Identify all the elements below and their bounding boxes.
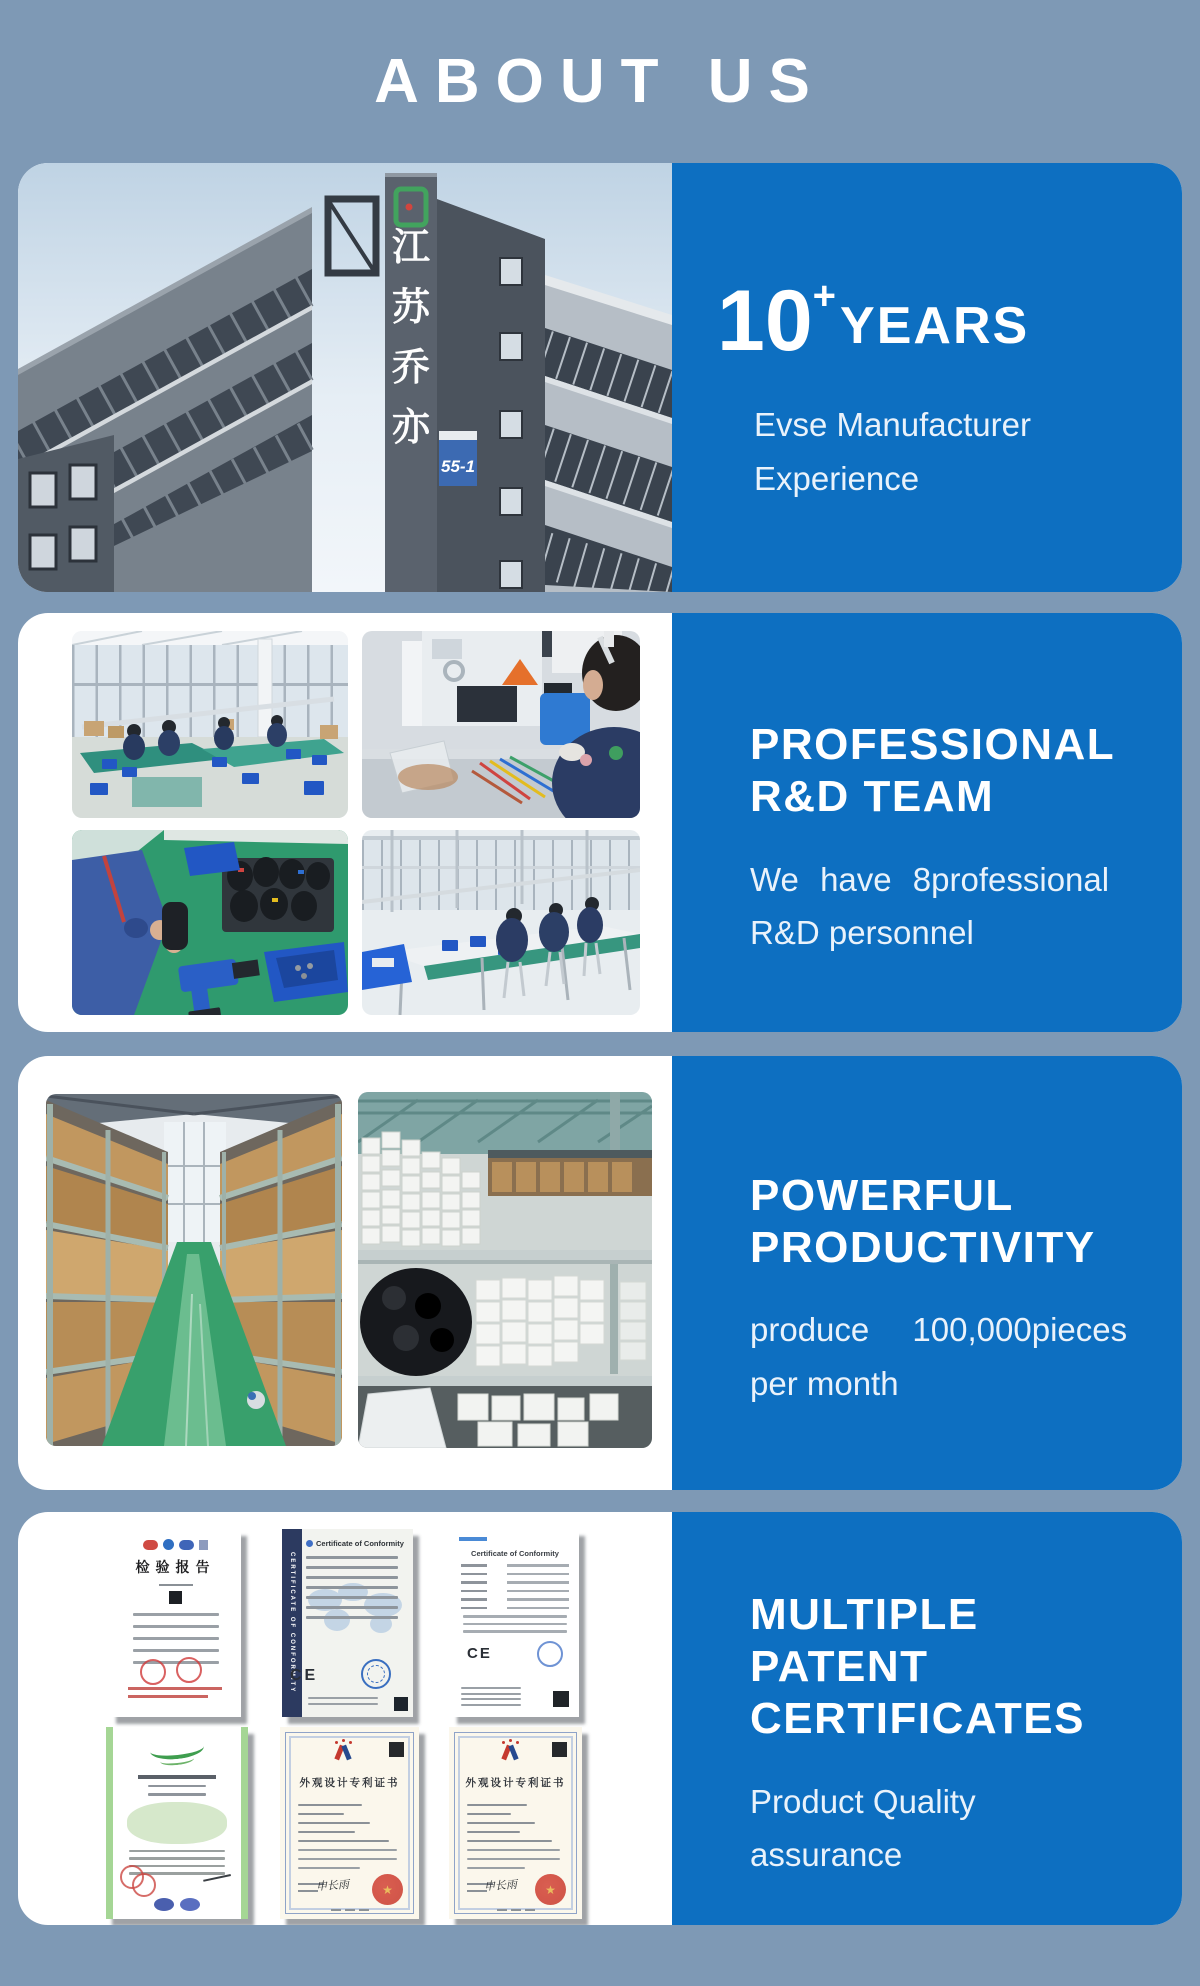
warehouse-shelves-photo xyxy=(358,1092,652,1448)
certificate-form xyxy=(451,1564,579,1609)
certificate-inspection-report xyxy=(110,1529,241,1717)
patent-title: 外观设计专利证书 xyxy=(465,1777,566,1789)
red-stamp-text-2 xyxy=(128,1695,208,1698)
years-unit: YEARS xyxy=(840,297,1030,356)
certifier-logo xyxy=(306,1540,313,1547)
warehouse-aisle-photo xyxy=(46,1094,342,1446)
cnipa-emblem xyxy=(333,1743,355,1761)
building-illustration xyxy=(18,163,672,592)
certificate-side-band xyxy=(282,1529,302,1717)
patent-title: 外观设计专利证书 xyxy=(299,1777,400,1789)
certificate-of-conformity-white xyxy=(451,1529,579,1717)
round-blue-seal xyxy=(361,1659,391,1689)
page-header xyxy=(0,0,1200,163)
ce-mark: CE xyxy=(467,1645,492,1662)
footer-lines xyxy=(308,1693,378,1709)
certification-logos xyxy=(110,1539,241,1550)
rd-heading-line2: R&D TEAM xyxy=(750,772,995,822)
conformity-title: Certificate of Conformity xyxy=(316,1539,404,1548)
company-building-photo xyxy=(18,163,672,592)
years-plus: + xyxy=(812,274,837,319)
bottom-ornament xyxy=(449,1909,582,1911)
building-number-sign: 55-1 xyxy=(440,457,476,476)
productivity-body-line1: produce 100,000pieces xyxy=(750,1311,1128,1349)
years-body-line2: Experience xyxy=(754,459,920,497)
round-blue-logo xyxy=(537,1641,563,1667)
cert-mark xyxy=(199,1540,208,1550)
patent-footer-line-2 xyxy=(298,1890,318,1893)
red-seal-2 xyxy=(132,1873,156,1897)
section-years-card xyxy=(18,163,1182,592)
red-official-seal: ★ xyxy=(535,1874,566,1905)
red-seals xyxy=(134,1657,224,1687)
address-lines xyxy=(461,1684,521,1710)
section-certificates-card xyxy=(18,1512,1182,1925)
rd-body-line2: R&D personnel xyxy=(750,914,974,952)
issuer-header xyxy=(459,1537,487,1541)
tower-char-3: 乔 xyxy=(391,347,431,389)
years-number: 10 xyxy=(717,273,813,370)
qr-code xyxy=(169,1591,182,1604)
iaf-logo xyxy=(154,1898,174,1911)
globe-logo xyxy=(163,1539,174,1550)
rd-panel xyxy=(672,613,1182,1032)
workshop-photo-3 xyxy=(72,830,348,1015)
years-stat xyxy=(717,273,1182,370)
ce-mark: CE xyxy=(290,1667,319,1684)
conformity-title: Certificate of Conformity xyxy=(471,1549,559,1558)
rd-heading-line1: PROFESSIONAL xyxy=(750,720,1116,770)
workshop-photo-1 xyxy=(72,631,348,818)
commissioner-signature: 申长雨 xyxy=(315,1877,350,1894)
productivity-body-line2: per month xyxy=(750,1364,899,1402)
tower-char-4: 亦 xyxy=(391,407,431,449)
certificates-heading-line1: MULTIPLE PATENT xyxy=(750,1590,979,1692)
qr-code xyxy=(552,1742,567,1757)
cnas-logo xyxy=(180,1898,200,1911)
red-stamp-text xyxy=(128,1687,222,1690)
certificates-body-line1: Product Quality xyxy=(750,1782,976,1820)
certificate-quality-management xyxy=(106,1727,248,1919)
tower-char-1: 江 xyxy=(391,227,431,269)
qms-subtitle-lines xyxy=(106,1785,248,1796)
certificate-of-conformity-blue xyxy=(282,1529,413,1717)
productivity-panel xyxy=(672,1056,1182,1490)
cnas-logo xyxy=(179,1540,194,1550)
productivity-heading-line1: POWERFUL xyxy=(750,1170,1014,1220)
section-rd-card xyxy=(18,613,1182,1032)
certificates-heading-line2: CERTIFICATES xyxy=(750,1694,1085,1743)
certificates-panel xyxy=(672,1512,1182,1925)
commissioner-signature: 申长雨 xyxy=(483,1877,518,1894)
certificates-body-line2: assurance xyxy=(750,1836,903,1874)
certificate-design-patent-2 xyxy=(449,1727,582,1919)
patent-text-lines xyxy=(298,1797,401,1876)
green-world-map xyxy=(127,1802,227,1844)
certificate-text-lines xyxy=(306,1556,408,1619)
page-title: ABOUT US xyxy=(374,47,826,116)
qms-title-line xyxy=(138,1775,216,1779)
rd-body-line1: We have 8professional xyxy=(750,860,1110,898)
qr-code xyxy=(553,1691,569,1707)
patent-text-lines xyxy=(467,1797,564,1876)
certificate-paragraph xyxy=(451,1615,579,1633)
qr-code xyxy=(389,1742,404,1757)
green-border-left xyxy=(106,1727,113,1919)
tower-char-2: 苏 xyxy=(391,287,431,329)
report-number-line xyxy=(159,1584,193,1586)
inspection-report-title: 检验报告 xyxy=(135,1559,216,1575)
years-panel xyxy=(672,163,1182,592)
bottom-ornament xyxy=(280,1909,419,1911)
workshop-photo-2 xyxy=(362,631,640,818)
side-band-text: CERTIFICATE OF CONFORMITY xyxy=(289,1552,295,1694)
productivity-heading-line2: PRODUCTIVITY xyxy=(750,1222,1096,1272)
red-official-seal: ★ xyxy=(372,1874,403,1905)
years-body-line1: Evse Manufacturer xyxy=(754,406,1031,444)
qr-code xyxy=(394,1697,408,1711)
workshop-photo-4 xyxy=(362,830,640,1015)
cma-logo xyxy=(143,1540,158,1550)
section-productivity-card xyxy=(18,1056,1182,1490)
green-border-right xyxy=(241,1727,248,1919)
certificate-design-patent-1 xyxy=(280,1727,419,1919)
cnipa-emblem xyxy=(500,1743,522,1761)
